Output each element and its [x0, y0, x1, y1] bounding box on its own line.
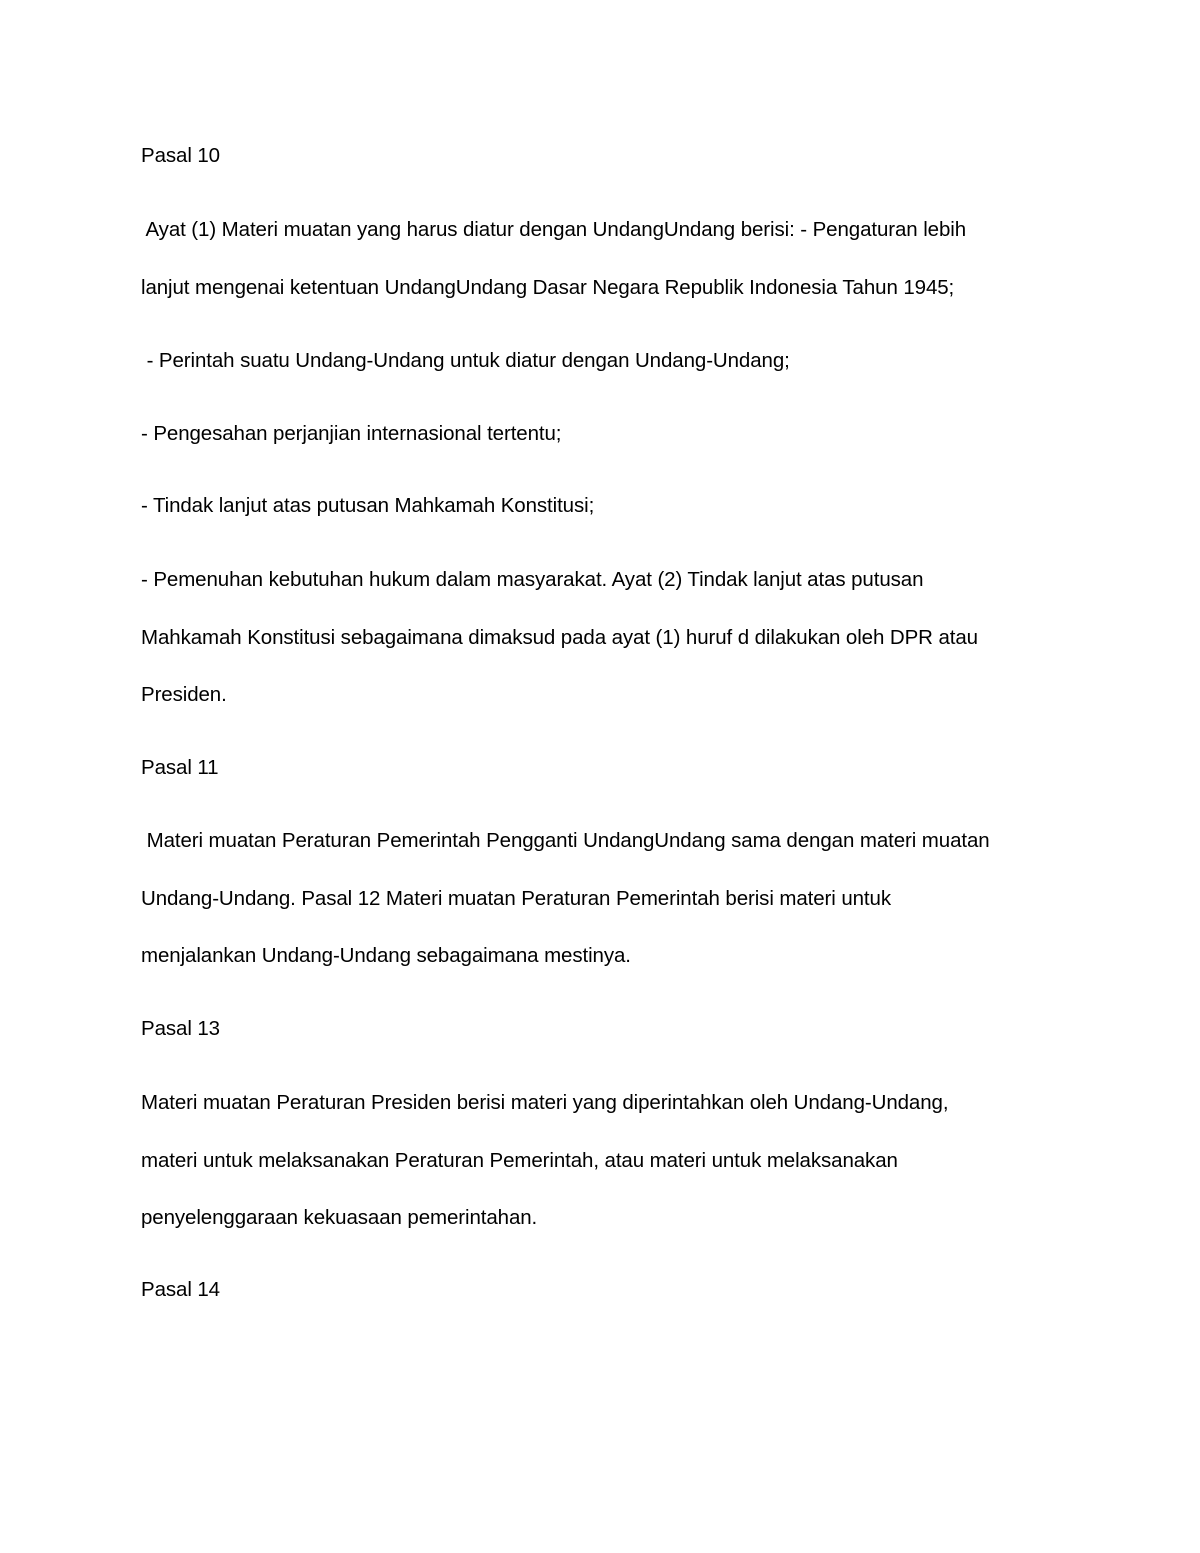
heading-pasal-10: Pasal 10	[141, 144, 220, 167]
text-line: menjalankan Undang-Undang sebagaimana mestinya.	[141, 944, 631, 967]
text-line: Ayat (1) Materi muatan yang harus diatur dengan UndangUndang berisi: - Pengaturan lebih	[141, 218, 967, 241]
text-line: Undang-Undang. Pasal 12 Materi muatan Peraturan Pemerintah berisi materi untuk	[141, 887, 891, 910]
heading-pasal-11: Pasal 11	[141, 756, 219, 779]
text-line: materi untuk melaksanakan Peraturan Pemerintah, atau materi untuk melaksanakan	[141, 1149, 898, 1172]
text-line: Materi muatan Peraturan Pemerintah Pengganti UndangUndang sama dengan materi muatan	[141, 829, 990, 852]
heading-pasal-13: Pasal 13	[141, 1017, 220, 1040]
text-line: Mahkamah Konstitusi sebagaimana dimaksud pada ayat (1) huruf d dilakukan oleh DPR atau	[141, 626, 978, 649]
text-line: Presiden.	[141, 683, 227, 706]
text-line: lanjut mengenai ketentuan UndangUndang Dasar Negara Republik Indonesia Tahun 1945;	[141, 276, 955, 299]
text-line: penyelenggaraan kekuasaan pemerintahan.	[141, 1206, 538, 1229]
text-line: - Perintah suatu Undang-Undang untuk diatur dengan Undang-Undang;	[141, 349, 790, 372]
text-line: Materi muatan Peraturan Presiden berisi materi yang diperintahkan oleh Undang-Undang,	[141, 1091, 949, 1114]
heading-pasal-14: Pasal 14	[141, 1278, 220, 1301]
text-line: - Pengesahan perjanjian internasional tertentu;	[141, 422, 562, 445]
text-line: - Pemenuhan kebutuhan hukum dalam masyarakat. Ayat (2) Tindak lanjut atas putusan	[141, 568, 924, 591]
text-line: - Tindak lanjut atas putusan Mahkamah Konstitusi;	[141, 494, 595, 517]
